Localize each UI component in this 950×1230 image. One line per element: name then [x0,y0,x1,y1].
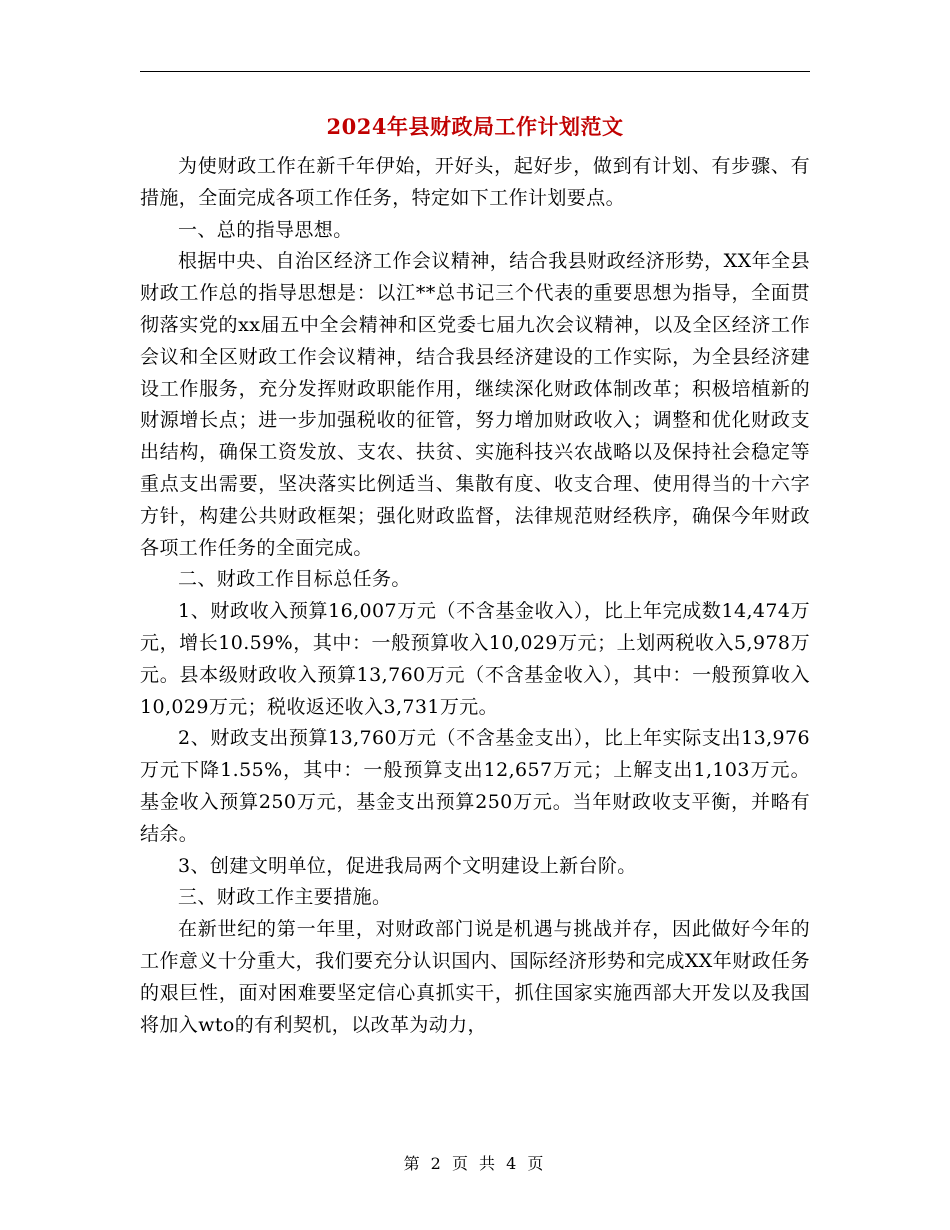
heading-guiding-ideology: 一、总的指导思想。 [178,218,353,241]
paragraph-intro: 为使财政工作在新千年伊始，开好头，起好步，做到有计划、有步骤、有措施，全面完成各项工作任务，特定如下工作计划要点。 [140,155,810,209]
paragraph-guiding-ideology: 根据中央、自治区经济工作会议精神，结合我县财政经济形势，XX年全县财政工作总的指导思想是：以江**总书记三个代表的重要思想为指导，全面贯彻落实党的xx届五中全会精神和区党委七届九次会议精神，以及全区经济工作会议和全区财政工作会议精神，结合我县经济建设的工作实际，为全县经济建设工作服务，充分发挥财政职能作用，继续深化财政体制改革；积极培植新的财源增长点；进一步加强税收的征管，努力增加财政收入；调整和优化财政支出结构，确保工资发放、支农、扶贫、实施科技兴农战略以及保持社会稳定等重点支出需要，坚决落实比例适当、集散有度、收支合理、使用得当的十六字方针，构建公共财政框架；强化财政监督，法律规范财经秩序，确保今年财政各项工作任务的全面完成。 [140,250,810,559]
document-body [140,151,810,1041]
heading-measures: 三、财政工作主要措施。 [178,886,392,909]
document-title: 2024年县财政局工作计划范文 [326,114,624,139]
paragraph-civilized-unit: 3、创建文明单位，促进我局两个文明建设上新台阶。 [178,854,637,877]
header-rule [140,71,810,72]
paragraph-revenue-budget: 1、财政收入预算16,007万元（不含基金收入），比上年完成数14,474万元，增长10.59%，其中：一般预算收入10,029万元；上划两税收入5,978万元。县本级财政收入预算13,760万元（不含基金收入），其中：一般预算收入10,029万元；税收返还收入3,731万元。 [140,600,810,718]
page-number-footer: 第 2 页 共 4 页 [403,1154,547,1173]
paragraph-expenditure-budget: 2、财政支出预算13,760万元（不含基金支出），比上年实际支出13,976万元下降1.55%，其中：一般预算支出12,657万元；上解支出1,103万元。基金收入预算250万元，基金支出预算250万元。当年财政收支平衡，并略有结余。 [140,727,810,845]
paragraph-measures: 在新世纪的第一年里，对财政部门说是机遇与挑战并存，因此做好今年的工作意义十分重大，我们要充分认识国内、国际经济形势和完成XX年财政任务的艰巨性，面对困难要坚定信心真抓实干，抓住国家实施西部大开发以及我国将加入wto的有利契机，以改革为动力， [140,918,810,1036]
heading-goals: 二、财政工作目标总任务。 [178,568,411,591]
